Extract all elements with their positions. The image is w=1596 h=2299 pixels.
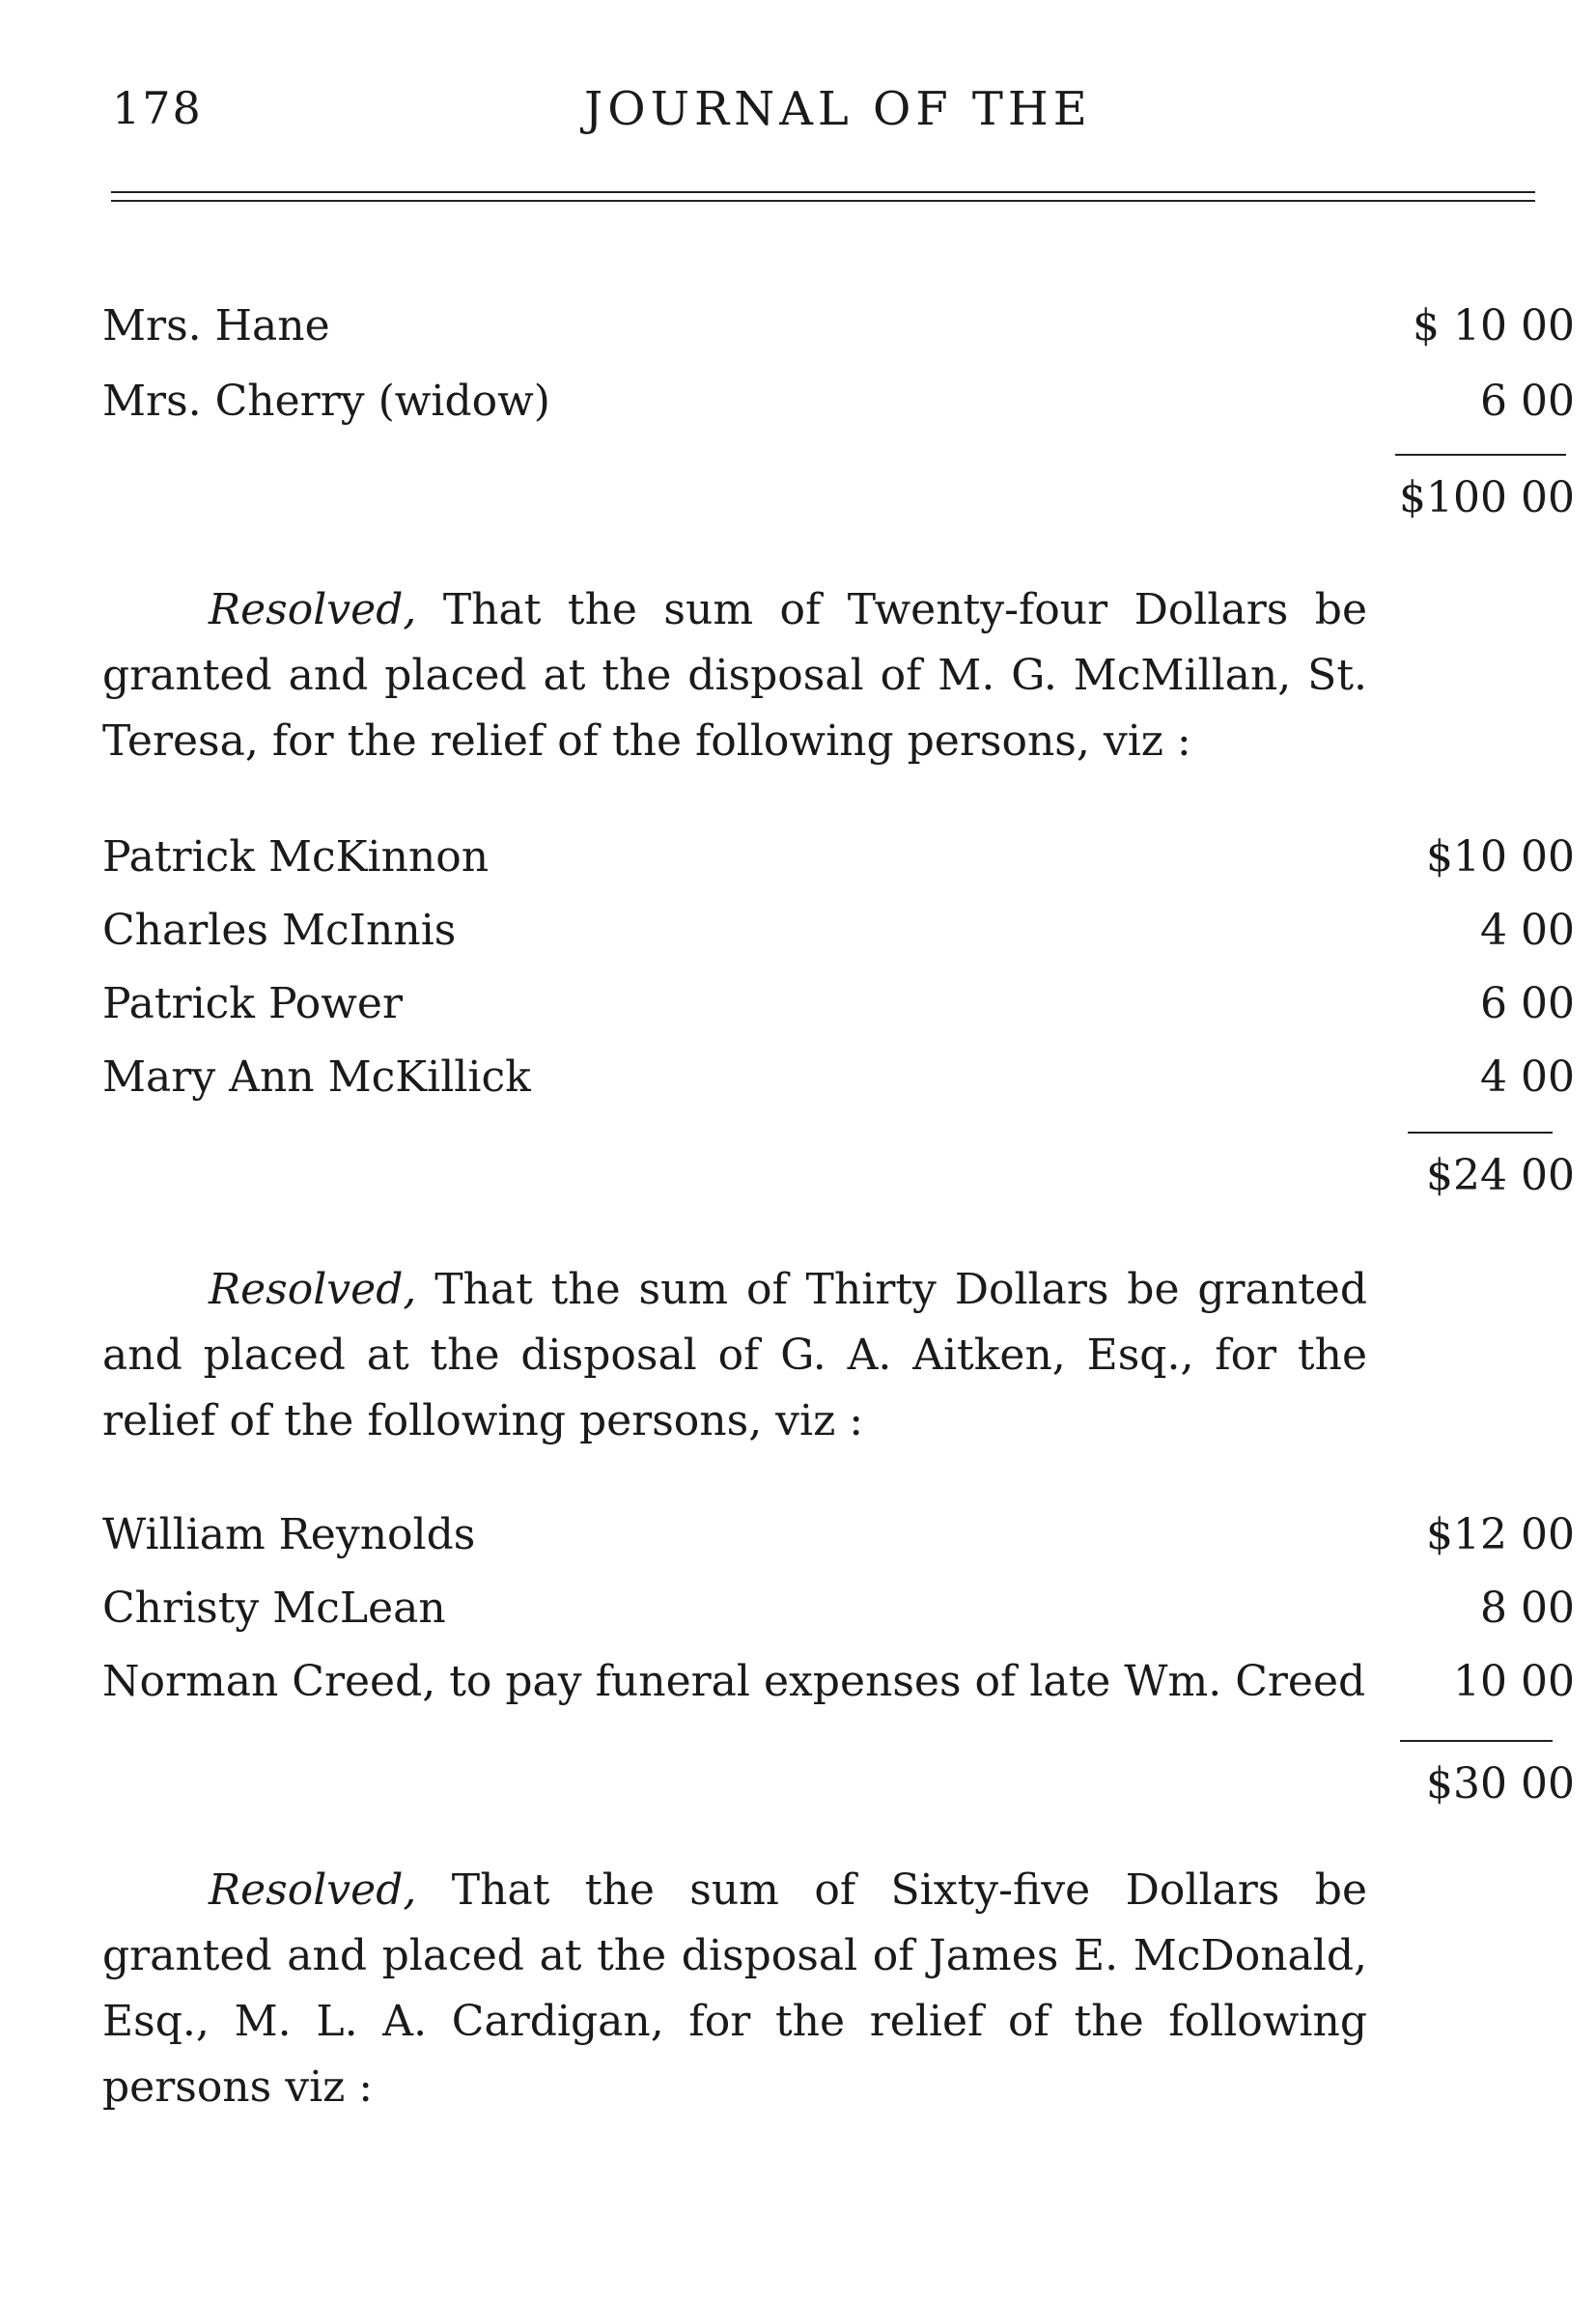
running-title: JOURNAL OF THE [584, 82, 1092, 136]
resolved-lead: Resolved, [209, 585, 417, 634]
recipient-amount: $12 00 [1426, 1510, 1575, 1559]
recipient-amount: $ 10 00 [1413, 301, 1575, 350]
recipient-amount: 8 00 [1480, 1584, 1575, 1633]
page-number: 178 [112, 82, 203, 134]
resolved-lead: Resolved, [209, 1865, 417, 1915]
section-total: $30 00 [1426, 1759, 1575, 1808]
resolved-lead: Resolved, [209, 1265, 417, 1314]
list-item [0, 906, 1596, 960]
resolution-paragraph [102, 577, 1367, 774]
section-total: $24 00 [1426, 1151, 1575, 1200]
recipient-name: Charles McInnis [102, 906, 457, 955]
recipient-name: Christy McLean [102, 1584, 446, 1633]
total-rule [1408, 1132, 1553, 1134]
resolution-text: That the sum of Sixty-five Dollars be granted and placed at the disposal of James E. McDonald, Esq., M. L. A. Cardigan, for the relief of the following persons viz : [102, 1865, 1367, 2112]
recipient-amount: 6 00 [1480, 377, 1575, 426]
section-total: $100 00 [1399, 473, 1575, 522]
recipient-name: Mrs. Cherry (widow) [102, 377, 550, 426]
recipient-name: Patrick Power [102, 979, 403, 1028]
page-header [0, 82, 1596, 140]
resolution-paragraph [102, 1858, 1367, 2120]
recipient-amount: 6 00 [1480, 979, 1575, 1028]
recipient-name: William Reynolds [102, 1510, 476, 1559]
list-item [0, 832, 1596, 886]
recipient-amount: 10 00 [1453, 1657, 1575, 1706]
total-rule [1400, 1740, 1553, 1742]
recipient-name: Patrick McKinnon [102, 832, 490, 882]
list-item [0, 979, 1596, 1033]
recipient-amount: 4 00 [1480, 906, 1575, 955]
list-item [0, 1584, 1596, 1638]
recipient-name: Mrs. Hane [102, 301, 330, 350]
recipient-amount: $10 00 [1426, 832, 1575, 882]
total-rule [1395, 454, 1566, 456]
resolution-paragraph [102, 1257, 1367, 1454]
resolution-text: That the sum of Thirty Dollars be granted and placed at the disposal of G. A. Aitken, Esq., for the relief of the following persons, viz : [102, 1265, 1367, 1445]
recipient-name: Mary Ann McKillick [102, 1052, 531, 1102]
recipient-amount: 4 00 [1480, 1052, 1575, 1102]
resolution-text: That the sum of Twenty-four Dollars be granted and placed at the disposal of M. G. McMillan, St. Teresa, for the relief of the following persons, viz : [102, 585, 1367, 766]
list-item [0, 377, 1596, 431]
list-item [0, 301, 1596, 355]
header-rule [111, 191, 1535, 193]
recipient-name: Norman Creed, to pay funeral expenses of late Wm. Creed [102, 1657, 1366, 1706]
list-item [0, 1657, 1596, 1711]
list-item [0, 1510, 1596, 1564]
header-rule [111, 200, 1535, 202]
list-item [0, 1052, 1596, 1107]
